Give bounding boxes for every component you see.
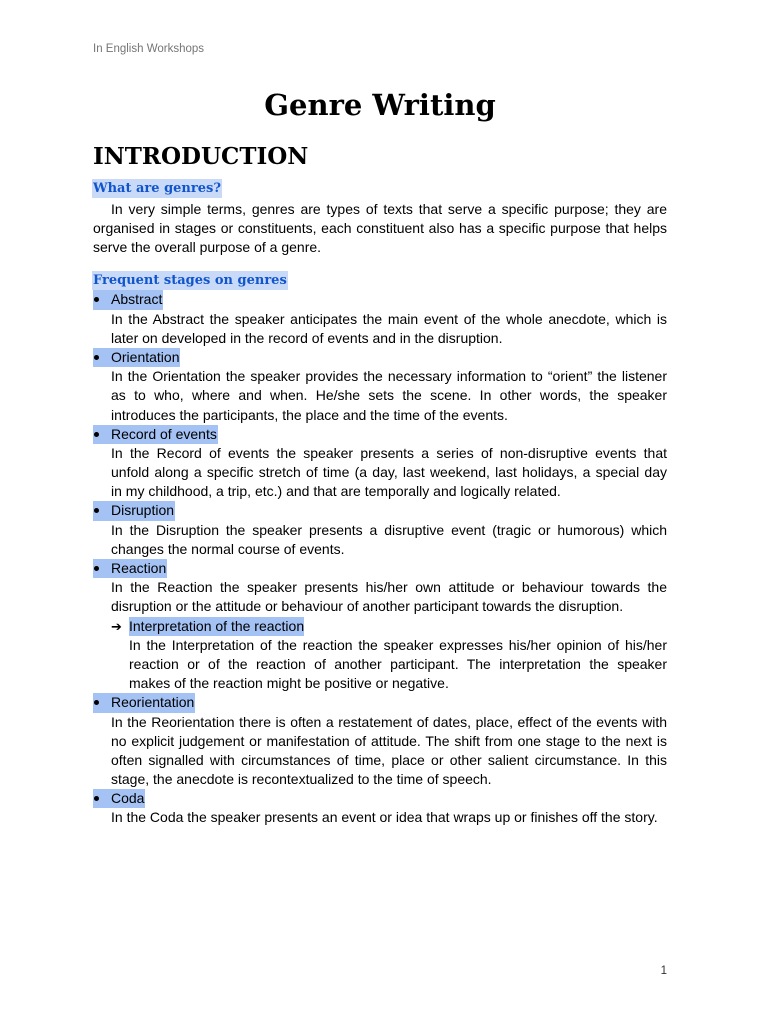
sub-stage-label: Interpretation of the reaction xyxy=(129,617,304,636)
stage-label: Orientation xyxy=(111,348,180,365)
subheading-highlight: Frequent stages on genres xyxy=(93,272,287,288)
paragraph-line: serve the overall purpose of a genre. xyxy=(93,238,322,255)
stage-label: Coda xyxy=(111,790,145,807)
stage-description-line: In the Reorientation there is often a restatement of dates, place, effect of the events with xyxy=(111,713,667,730)
genres-definition-paragraph xyxy=(93,200,667,257)
bullet-icon xyxy=(94,355,99,360)
stage-label: Reaction xyxy=(111,560,167,577)
stage-label-row xyxy=(93,693,667,712)
subheading-what-are-genres xyxy=(93,179,222,198)
sub-stage-description-line: reaction or of the reaction of another participant. The interpretation the speaker xyxy=(129,655,667,672)
running-header: In English Workshops xyxy=(93,43,205,55)
stage-label-highlight xyxy=(93,290,163,309)
stage-description-line: In the Record of events the speaker presents a series of non-disruptive events that xyxy=(111,444,667,461)
bullet-icon xyxy=(94,297,99,302)
stage-label-highlight xyxy=(93,348,180,367)
stage-description-line: unfold along a specific stretch of time (a day, last weekend, last holidays, a special day xyxy=(111,464,667,481)
stage-description-line: in my childhood, a trip, etc.) and that are temporally and logically related. xyxy=(111,483,561,500)
bullet-icon xyxy=(94,700,99,705)
stage-disruption xyxy=(93,501,667,559)
paragraph-line: organised in stages or constituents, each constituent also has a specific purpose that helps xyxy=(93,219,667,236)
stage-reaction xyxy=(93,559,667,693)
sub-stage-interpretation-of-the-reaction xyxy=(93,617,667,694)
stage-description-line: disruption or the attitude or behaviour of another participant towards the disruption. xyxy=(111,598,624,615)
bullet-icon xyxy=(94,796,99,801)
subheading-highlight: What are genres? xyxy=(93,180,221,196)
stage-description-line: often signalled with circumstances of time, place or other salient circumstance. In this xyxy=(111,751,667,768)
stage-label-highlight xyxy=(93,789,145,808)
stage-coda xyxy=(93,789,667,827)
stage-description-line: stage, the anecdote is recontextualized to the time of speech. xyxy=(111,771,492,788)
subheading-frequent-stages xyxy=(93,271,288,290)
arrow-right-icon xyxy=(111,618,129,637)
stages-list xyxy=(93,290,667,827)
bullet-icon xyxy=(94,432,99,437)
stage-description-line: as to who, where and when. He/she sets the scene. In other words, the speaker xyxy=(111,387,667,404)
document-title: Genre Writing xyxy=(264,88,496,122)
stage-label-highlight xyxy=(93,559,167,578)
stage-label-row xyxy=(93,501,667,520)
stage-description-line: changes the normal course of events. xyxy=(111,540,345,557)
stage-label-row xyxy=(93,290,667,309)
sub-stage-label-row xyxy=(93,617,667,636)
stage-label-highlight xyxy=(93,425,218,444)
stage-record-of-events xyxy=(93,425,667,502)
stage-label: Record of events xyxy=(111,425,217,442)
bullet-icon xyxy=(94,508,99,513)
stage-description-line: later on developed in the record of events and in the disruption. xyxy=(111,329,503,346)
stage-description-line: In the Disruption the speaker presents a disruptive event (tragic or humorous) which xyxy=(111,521,667,538)
stage-abstract xyxy=(93,290,667,348)
stage-label: Abstract xyxy=(111,291,163,308)
page-number: 1 xyxy=(660,965,667,977)
stage-label-row xyxy=(93,789,667,808)
sub-stage-description-line: makes of the reaction might be positive or negative. xyxy=(129,675,449,692)
stage-label: Disruption xyxy=(111,502,175,519)
stage-description-line: In the Coda the speaker presents an event or idea that wraps up or finishes off the story. xyxy=(111,809,658,826)
sub-stage-description-line: In the Interpretation of the reaction the speaker expresses his/her opinion of his/her xyxy=(129,636,667,653)
stage-description-line: no explicit judgement or manifestation of attitude. The shift from one stage to the next is xyxy=(111,732,667,749)
stage-label-row xyxy=(93,559,667,578)
paragraph-line: In very simple terms, genres are types of texts that serve a specific purpose; they are xyxy=(111,200,667,217)
stage-description-line: In the Orientation the speaker provides the necessary information to “orient” the listener xyxy=(111,368,667,385)
stage-reorientation xyxy=(93,693,667,789)
stage-label-row xyxy=(93,425,667,444)
stage-label-highlight xyxy=(93,693,195,712)
stage-orientation xyxy=(93,348,667,425)
section-heading-introduction: INTRODUCTION xyxy=(93,143,309,170)
stage-description-line: In the Reaction the speaker presents his/her own attitude or behaviour towards the xyxy=(111,579,667,596)
stage-label-row xyxy=(93,348,667,367)
bullet-icon xyxy=(94,566,99,571)
stage-description-line: introduces the participants, the place and the time of the events. xyxy=(111,406,508,423)
stage-label-highlight xyxy=(93,501,175,520)
stage-description-line: In the Abstract the speaker anticipates the main event of the whole anecdote, which is xyxy=(111,310,667,327)
stage-label: Reorientation xyxy=(111,694,195,711)
